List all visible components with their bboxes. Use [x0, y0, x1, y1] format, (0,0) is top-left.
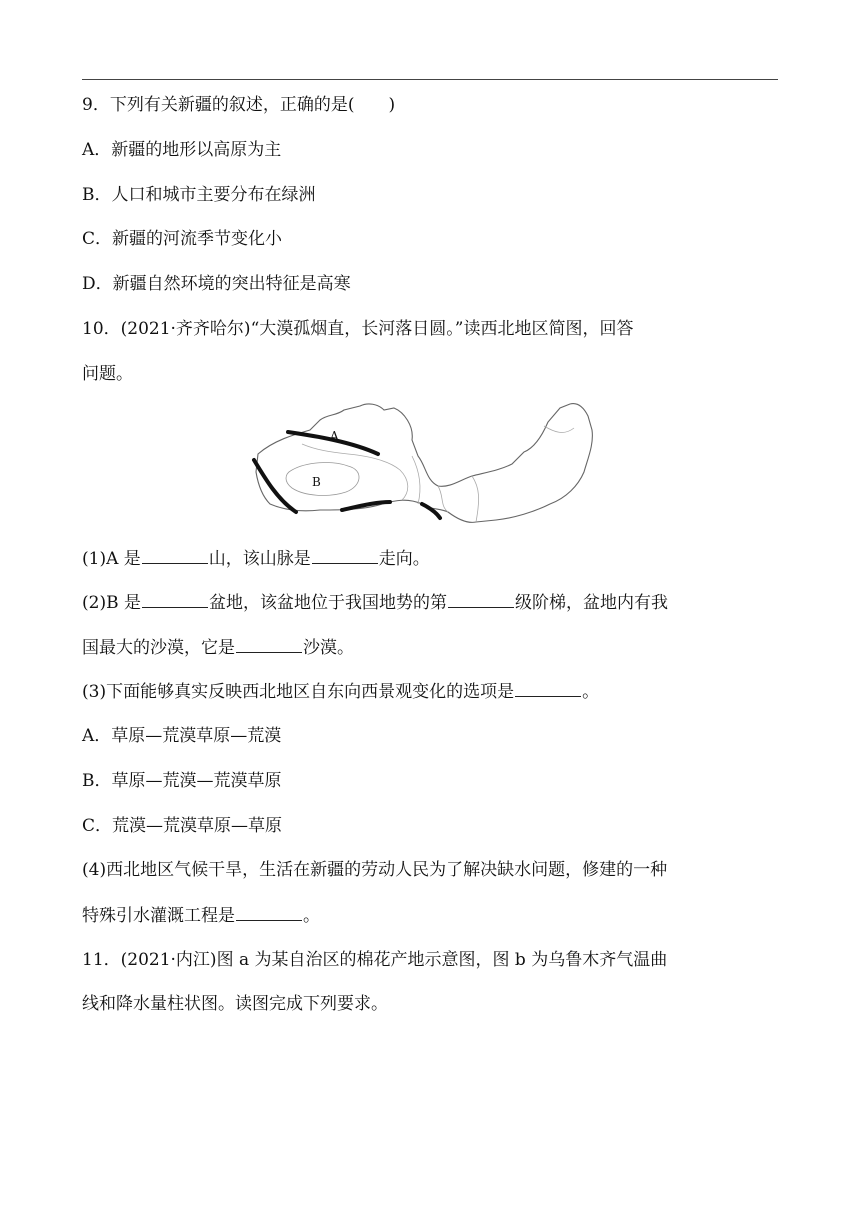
q10-p3-text-b: 。 — [582, 682, 600, 702]
answer-blank — [448, 591, 514, 608]
q10-p1-text-b: 山，该山脉是 — [208, 549, 311, 569]
answer-blank — [236, 904, 302, 921]
q11-stem-line1: 11．(2021·内江)图 a 为某自治区的棉花产地示意图，图 b 为乌鲁木齐气温曲 — [82, 950, 668, 970]
q10-p2-text-e: 沙漠。 — [303, 638, 354, 658]
answer-blank — [515, 680, 581, 697]
map-label-a: A — [330, 429, 339, 443]
basin-outline — [286, 463, 359, 496]
top-rule — [82, 79, 778, 80]
q10-p3-text-a: (3)下面能够真实反映西北地区自东向西景观变化的选项是 — [82, 682, 515, 702]
q10-p1-text-a: (1)A 是 — [82, 549, 141, 569]
q10-p4-text-a: 特殊引水灌溉工程是 — [82, 906, 235, 926]
answer-blank — [236, 636, 302, 653]
mountain-range-south — [342, 502, 390, 510]
map-label-b: B — [312, 475, 321, 489]
q10-part1 — [82, 547, 430, 570]
province-boundary — [302, 444, 408, 500]
northwest-region-map — [244, 400, 610, 534]
q10-part4-line2 — [82, 904, 320, 927]
q10-p3-option-c: C．荒漠—荒漠草原—草原 — [82, 816, 283, 836]
map-figure — [244, 400, 610, 534]
q10-p3-option-a: A．草原—荒漠草原—荒漠 — [82, 726, 282, 746]
q9-stem-text: 9．下列有关新疆的叙述，正确的是( — [82, 95, 355, 115]
q9-option-c: C．新疆的河流季节变化小 — [82, 229, 283, 249]
q10-p2-text-d: 国最大的沙漠，它是 — [82, 638, 235, 658]
q10-p2-text-c: 级阶梯，盆地内有我 — [514, 593, 668, 613]
mountain-range-east — [422, 504, 440, 518]
province-boundary-4 — [472, 476, 479, 522]
q10-part4-line1: (4)西北地区气候干旱，生活在新疆的劳动人民为了解决缺水问题，修建的一种 — [82, 860, 668, 880]
q10-stem-line1: 10．(2021·齐齐哈尔)“大漠孤烟直，长河落日圆。”读西北地区简图，回答 — [82, 319, 634, 339]
q10-p1-text-c: 走向。 — [378, 549, 430, 569]
q10-part3 — [82, 680, 599, 703]
q11-stem-line2: 线和降水量柱状图。读图完成下列要求。 — [82, 994, 388, 1014]
province-boundary-2 — [412, 456, 420, 504]
q9-stem-close: ) — [388, 95, 396, 115]
province-boundary-5 — [544, 426, 574, 432]
province-boundary-3 — [438, 486, 448, 512]
q9-option-d: D．新疆自然环境的突出特征是高寒 — [82, 274, 351, 294]
q10-part2-line1 — [82, 591, 668, 614]
q10-stem-line2: 问题。 — [82, 364, 133, 384]
q9-option-a: A．新疆的地形以高原为主 — [82, 140, 282, 160]
q9-option-b: B．人口和城市主要分布在绿洲 — [82, 185, 316, 205]
q9-stem — [82, 94, 395, 116]
q10-part2-line2 — [82, 636, 354, 659]
q10-p4-text-b: 。 — [303, 906, 320, 926]
q10-p2-text-b: 盆地，该盆地位于我国地势的第 — [208, 593, 447, 613]
answer-blank — [312, 547, 378, 564]
answer-blank — [142, 547, 208, 564]
q10-p2-text-a: (2)B 是 — [82, 593, 141, 613]
q10-p3-option-b: B．草原—荒漠—荒漠草原 — [82, 771, 282, 791]
answer-blank — [142, 591, 208, 608]
